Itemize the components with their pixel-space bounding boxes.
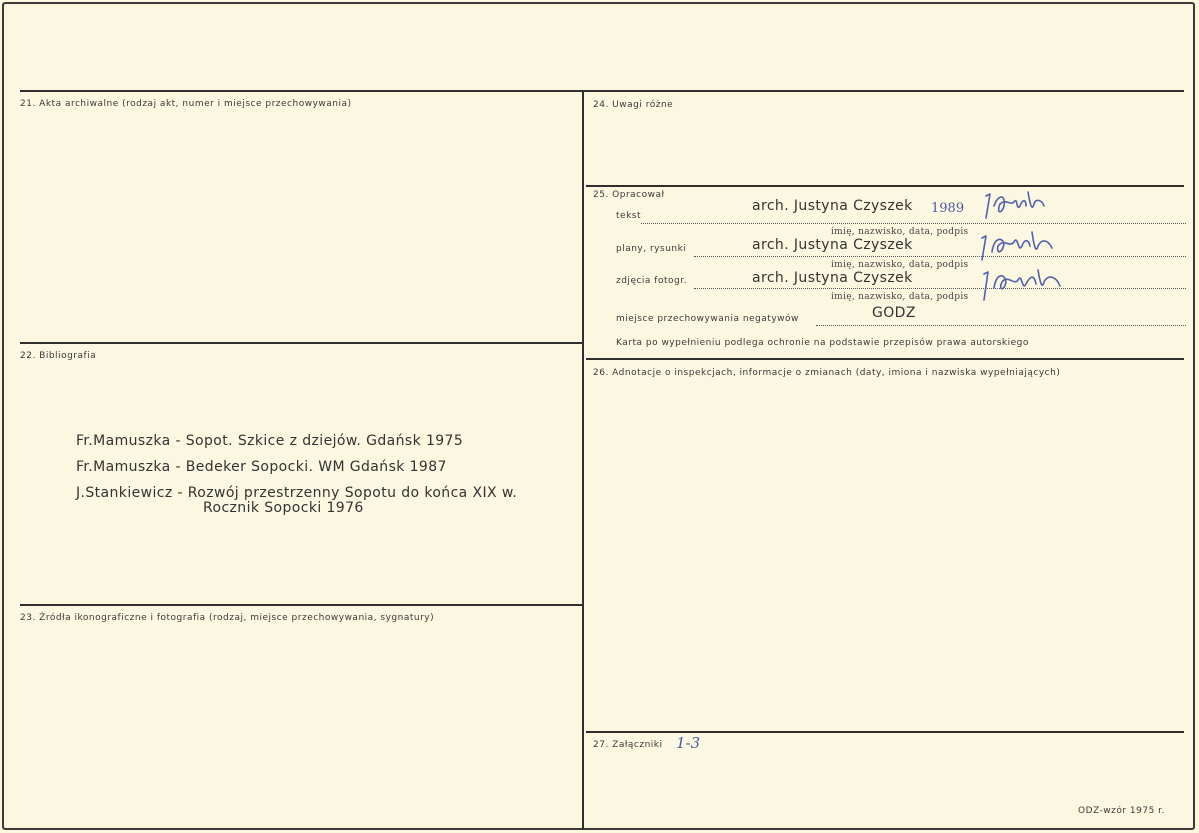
bibliography-entry: J.Stankiewicz - Rozwój przestrzenny Sopotu do końca XIX w. [76, 485, 518, 501]
center-divider [582, 90, 584, 830]
signature-3 [976, 260, 1076, 304]
record-card [2, 2, 1195, 830]
section-22-label: 22. Bibliografia [20, 351, 97, 361]
photos-label: zdjęcia fotogr. [616, 276, 687, 286]
section-23-label: 23. Źródła ikonograficzne i fotografia (rodzaj, miejsce przechowywania, sygnatury) [20, 613, 435, 623]
photos-line [694, 288, 1186, 289]
text-author: arch. Justyna Czyszek [752, 198, 913, 214]
divider-21-22 [20, 342, 582, 344]
negatives-line [816, 325, 1186, 326]
negatives-label: miejsce przechowywania negatywów [616, 314, 799, 324]
text-year: 1989 [931, 201, 965, 216]
divider-24-25 [586, 185, 1184, 187]
section-24-label: 24. Uwagi różne [593, 100, 674, 110]
plans-line [694, 256, 1186, 257]
text-label: tekst [616, 211, 641, 221]
divider-26-27 [586, 731, 1184, 733]
text-line [641, 223, 1186, 224]
photos-author: arch. Justyna Czyszek [752, 270, 913, 286]
signature-1 [976, 184, 1056, 224]
section-21-label: 21. Akta archiwalne (rodzaj akt, numer i miejsce przechowywania) [20, 99, 352, 109]
section-27-label: 27. Załączniki [593, 740, 663, 750]
plans-label: plany, rysunki [616, 244, 687, 254]
attachments-value: 1-3 [676, 734, 701, 752]
section-25-label: 25. Opracował [593, 190, 665, 200]
plans-author: arch. Justyna Czyszek [752, 237, 913, 253]
copyright-notice: Karta po wypełnieniu podlega ochronie na podstawie przepisów prawa autorskiego [616, 338, 1029, 348]
signature-2 [976, 224, 1066, 264]
section-26-label: 26. Adnotacje o inspekcjach, informacje o zmianach (daty, imiona i nazwiska wypełniających) [593, 368, 1061, 378]
top-rule [20, 90, 1184, 92]
bibliography-entry: Fr.Mamuszka - Bedeker Sopocki. WM Gdańsk 1987 [76, 459, 447, 475]
form-id: ODZ-wzór 1975 r. [1078, 806, 1165, 816]
bibliography-entry: Rocznik Sopocki 1976 [203, 500, 364, 516]
negatives-value: GODZ [872, 305, 916, 321]
photos-hint: imię, nazwisko, data, podpis [831, 292, 969, 302]
divider-22-23 [20, 604, 582, 606]
divider-25-26 [586, 358, 1184, 360]
bibliography-entry: Fr.Mamuszka - Sopot. Szkice z dziejów. Gdańsk 1975 [76, 433, 464, 449]
plans-hint: imię, nazwisko, data, podpis [831, 260, 969, 270]
text-hint: imię, nazwisko, data, podpis [831, 227, 969, 237]
